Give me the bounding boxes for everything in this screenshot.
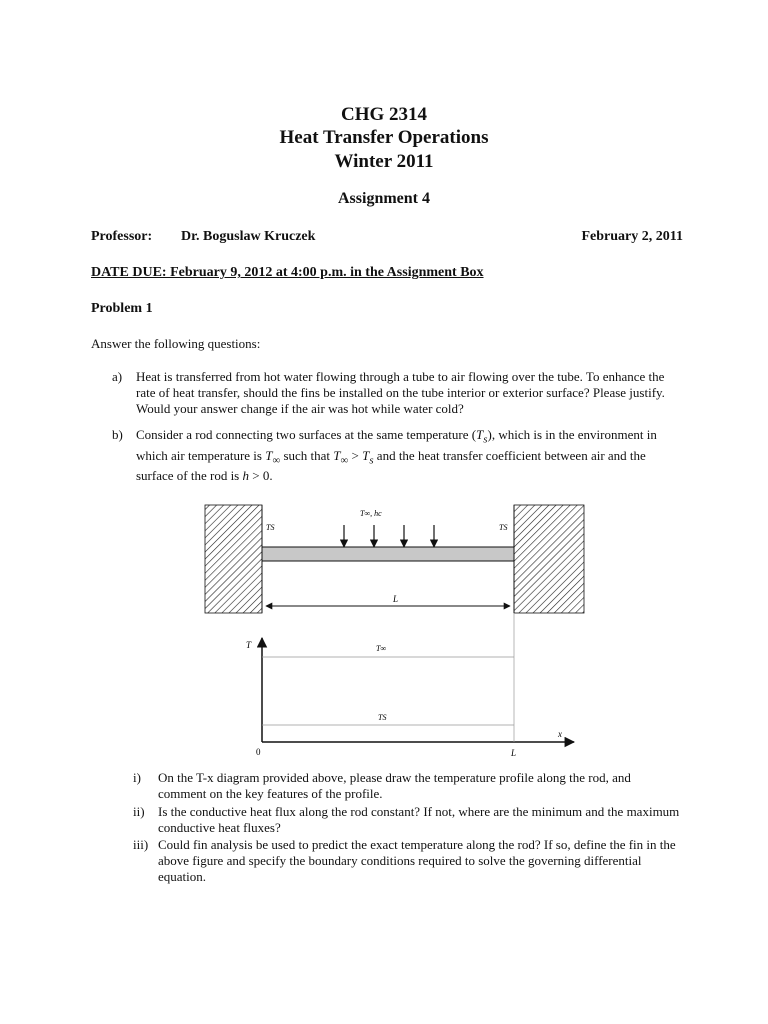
issue-date: February 2, 2011 <box>581 229 683 244</box>
origin-label: 0 <box>256 747 261 757</box>
subquestion-marker: i) <box>133 770 141 785</box>
professor-name: Dr. Boguslaw Kruczek <box>181 229 316 244</box>
subquestion-text: Is the conductive heat flux along the rod constant? If not, where are the minimum and the maximum conductive heat fluxes? <box>158 804 680 835</box>
assignment-title: Assignment 4 <box>337 190 430 207</box>
env-label: T∞, hc <box>360 509 382 518</box>
problem-title: Problem 1 <box>91 301 153 316</box>
course-code: CHG 2314 <box>340 104 428 125</box>
x-axis-label: x <box>558 729 562 739</box>
subquestion-text: On the T-x diagram provided above, please draw the temperature profile along the rod, and comment on the key features of the profile. <box>158 770 631 801</box>
t-inf-line-label: T∞ <box>376 644 387 653</box>
wall-right-label: TS <box>499 523 508 532</box>
wall-left-label: TS <box>266 523 275 532</box>
ts-line-label: TS <box>378 713 387 722</box>
length-label: L <box>393 594 399 604</box>
professor-label: Professor: <box>91 229 153 244</box>
problem-intro: Answer the following questions: <box>91 336 261 351</box>
end-label: L <box>511 748 517 758</box>
subquestion-marker: ii) <box>133 804 145 819</box>
course-title: Heat Transfer Operations <box>279 127 489 148</box>
subquestion-marker: iii) <box>133 837 149 852</box>
question-marker: a) <box>112 369 123 384</box>
question-text: Consider a rod connecting two surfaces at the same temperature $(T_s)$, which is in the environment in which air temperature is $T_\infty$ such that $T_\infty > T_s$ and the heat transfer coefficient between air and the surface of the rod is h > 0. <box>136 427 657 484</box>
y-axis-label: T <box>246 640 252 650</box>
course-term: Winter 2011 <box>334 151 434 172</box>
question-marker: b) <box>112 427 123 442</box>
subquestion-text: Could fin analysis be used to predict the exact temperature along the rod? If so, define the fin in the above figure and specify the boundary conditions required to solve the governing differential equation. <box>158 837 676 884</box>
left-wall <box>205 505 262 613</box>
rod <box>262 547 514 561</box>
due-date: DATE DUE: February 9, 2012 at 4:00 p.m. in the Assignment Box <box>91 265 484 280</box>
right-wall <box>514 505 584 613</box>
question-text: Heat is transferred from hot water flowing through a tube to air flowing over the tube. To enhance the rate of heat transfer, should the fins be installed on the tube interior or exterior surface? Please justify. Would your answer change if the air was hot while water cold? <box>136 369 665 416</box>
convection-arrows <box>344 525 434 547</box>
